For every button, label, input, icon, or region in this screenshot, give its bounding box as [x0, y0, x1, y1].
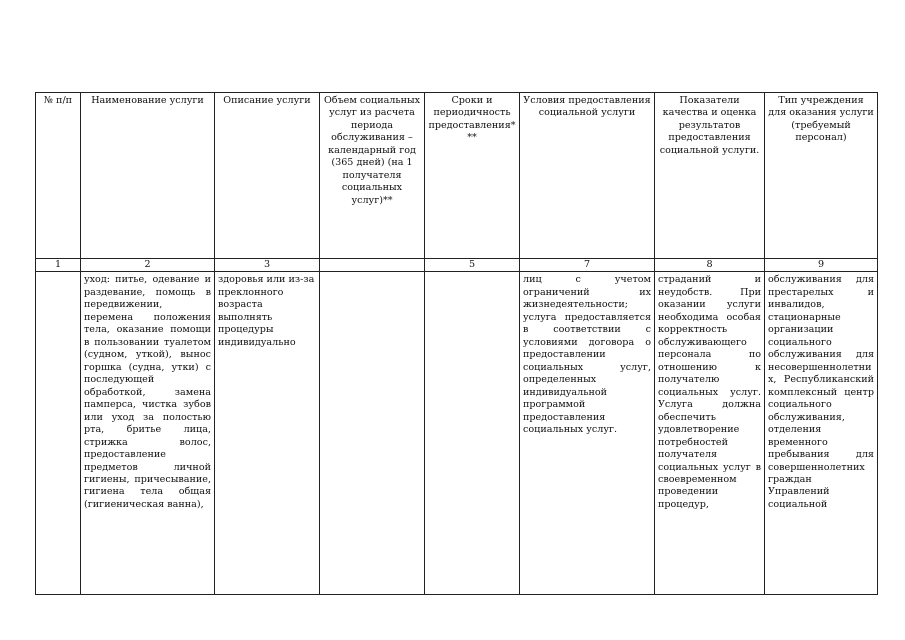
- cell-service-description: здоровья или из-за преклонного возраста выполнять процедуры индивидуально: [215, 272, 320, 595]
- header-quality-indicators: Показатели качества и оценка результатов предоставления социальной услуги.: [655, 93, 765, 259]
- header-service-conditions: Условия предоставления социальной услуги: [520, 93, 655, 259]
- cell-quality-indicators: страданий и неудобств. При оказании услуги необходима особая корректность обслуживающего персонала по отношению к получателю социальных услуг. Услуга должна обеспечить удовлетворение потребностей получателя социальных услуг в своевременном проведении процедур,: [655, 272, 765, 595]
- cell-service-volume: [320, 272, 425, 595]
- header-service-volume: Объем социальных услуг из расчета периода обслуживания – календарный год (365 дней) (на 1 получателя социальных услуг)**: [320, 93, 425, 259]
- cell-service-terms: [425, 272, 520, 595]
- header-number: № п/п: [36, 93, 81, 259]
- cell-service-conditions: лиц с учетом ограничений их жизнедеятельности; услуга предоставляется в соответствии с условиями договора о предоставлении социальных услуг, определенных индивидуальной программой предоставления социальных услуг.: [520, 272, 655, 595]
- table-header-row: [36, 93, 878, 259]
- table-row: [36, 272, 878, 595]
- column-number: 5: [425, 259, 520, 272]
- header-service-description: Описание услуги: [215, 93, 320, 259]
- column-number-row: [36, 259, 878, 272]
- header-institution-type: Тип учреждения для оказания услуги (требуемый персонал): [765, 93, 878, 259]
- column-number: 2: [81, 259, 215, 272]
- social-services-table: [35, 92, 878, 595]
- column-number: 9: [765, 259, 878, 272]
- column-number: 3: [215, 259, 320, 272]
- column-number: [320, 259, 425, 272]
- column-number: 7: [520, 259, 655, 272]
- column-number: 8: [655, 259, 765, 272]
- header-service-name: Наименование услуги: [81, 93, 215, 259]
- cell-service-name: уход: питье, одевание и раздевание, помощь в передвижении, перемена положения тела, оказание помощи в пользовании туалетом (судном, уткой), вынос горшка (судна, утки) с последующей обработкой, замена памперса, чистка зубов или уход за полостью рта, бритье лица, стрижка волос, предоставление предметов личной гигиены, причесывание, гигиена тела общая (гигиеническая ванна),: [81, 272, 215, 595]
- cell-number: [36, 272, 81, 595]
- document-page: [35, 92, 878, 595]
- column-number: 1: [36, 259, 81, 272]
- cell-institution-type: обслуживания для престарелых и инвалидов, стационарные организации социального обслуживания для несовершеннолетних, Республиканский комплексный центр социального обслуживания, отделения временного пребывания для совершеннолетних граждан Управлений социальной: [765, 272, 878, 595]
- header-service-terms: Сроки и периодичность предоставления***: [425, 93, 520, 259]
